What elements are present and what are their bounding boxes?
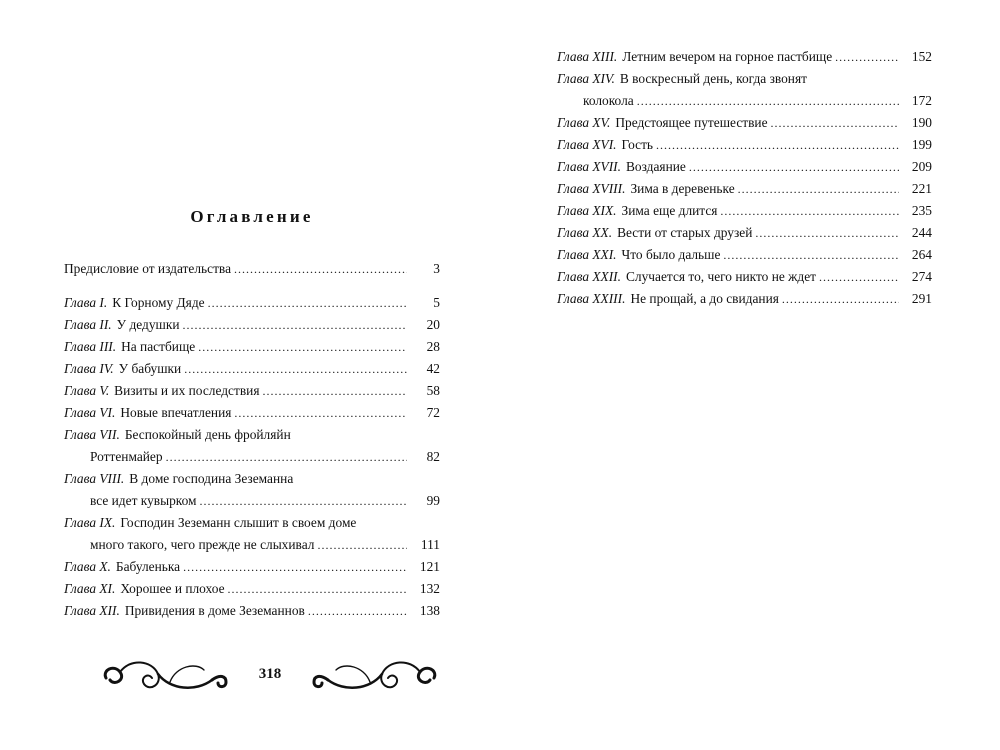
toc-entry-title: В доме господина Зеземанна [129, 471, 294, 486]
toc-entry-title: Гость [621, 137, 654, 152]
toc-entry-chapter: Глава XVI. [557, 137, 617, 152]
dot-leader [184, 358, 407, 380]
dot-leader [228, 578, 407, 600]
toc-entry[interactable] [64, 424, 440, 468]
toc-entry-title: Привидения в доме Зеземаннов [124, 603, 305, 618]
dot-leader [166, 446, 407, 468]
toc-entry[interactable] [557, 244, 932, 266]
dot-leader [198, 336, 407, 358]
toc-entry-chapter: Глава VIII. [64, 471, 125, 486]
toc-entry[interactable] [64, 578, 440, 600]
toc-entry-chapter: Глава XIX. [557, 203, 617, 218]
toc-entry[interactable] [64, 314, 440, 336]
dot-leader [720, 200, 899, 222]
dot-leader [755, 222, 899, 244]
toc-entry-title: Зима еще длится [621, 203, 718, 218]
toc-entry-chapter: Глава XVIII. [557, 181, 626, 196]
toc-entry-title: Беспокойный день фройляйн [124, 427, 291, 442]
toc-entry-page: 235 [911, 203, 932, 218]
toc-entry[interactable] [64, 600, 440, 622]
toc-entry-page: 111 [420, 537, 440, 552]
toc-entry-title: Новые впечатления [120, 405, 232, 420]
toc-entry[interactable] [557, 222, 932, 244]
toc-entry-title: Летним вечером на горное пастбище [622, 49, 833, 64]
toc-entry-page: 199 [911, 137, 932, 152]
toc-entry-page: 121 [419, 559, 440, 574]
dot-leader [835, 46, 899, 68]
toc-entry-chapter: Глава XVII. [557, 159, 621, 174]
dot-leader [771, 112, 899, 134]
toc-entry[interactable] [64, 556, 440, 578]
dot-leader [819, 266, 899, 288]
toc-entry-title: В воскресный день, когда звонят [619, 71, 807, 86]
toc-entry-chapter: Глава XII. [64, 603, 120, 618]
toc-entry-title: Бабуленька [115, 559, 181, 574]
toc-entry-page: 244 [911, 225, 932, 240]
toc-entry-page: 28 [426, 339, 440, 354]
toc-entry-chapter: Глава XXII. [557, 269, 621, 284]
toc-entry-chapter: Глава III. [64, 339, 117, 354]
dot-leader [689, 156, 899, 178]
toc-entry[interactable] [557, 178, 932, 200]
toc-entry-chapter: Глава XXI. [557, 247, 617, 262]
toc-entry-page: 132 [419, 581, 440, 596]
swirl-ornament-right-icon [310, 652, 440, 696]
toc-entry[interactable] [557, 200, 932, 222]
dot-leader [208, 292, 407, 314]
toc-entry-page: 42 [426, 361, 440, 376]
page-number: 318 [258, 666, 282, 682]
dot-leader [200, 490, 407, 512]
toc-entry[interactable] [557, 156, 932, 178]
right-page [500, 0, 1000, 750]
dot-leader [782, 288, 899, 310]
toc-entry-page: 20 [426, 317, 440, 332]
toc-entry-chapter: Глава XX. [557, 225, 613, 240]
toc-entry-title: Предисловие от издательства [64, 261, 232, 276]
toc-entry-chapter: Глава V. [64, 383, 110, 398]
toc-entry-title: Предстоящее путешествие [615, 115, 768, 130]
toc-entry-title: У дедушки [116, 317, 180, 332]
toc-entry-page: 82 [426, 449, 440, 464]
toc-entry[interactable] [64, 292, 440, 314]
toc-entry-page: 209 [911, 159, 932, 174]
toc-entry[interactable] [557, 46, 932, 68]
swirl-ornament-left-icon [100, 652, 230, 696]
toc-entry-chapter: Глава VII. [64, 427, 120, 442]
toc-entry[interactable] [64, 512, 440, 556]
toc-entry[interactable] [64, 336, 440, 358]
dot-leader [183, 314, 407, 336]
toc-entry[interactable] [557, 266, 932, 288]
toc-entry-chapter: Глава XIV. [557, 71, 615, 86]
toc-entry[interactable] [64, 358, 440, 380]
toc-entry-page: 99 [426, 493, 440, 508]
toc-entry-title: Вести от старых друзей [617, 225, 753, 240]
toc-entry[interactable] [557, 134, 932, 156]
toc-entry-page: 152 [911, 49, 932, 64]
toc-entry[interactable] [557, 288, 932, 310]
toc-entry-chapter: Глава II. [64, 317, 112, 332]
dot-leader [656, 134, 899, 156]
toc-entry[interactable] [557, 68, 932, 112]
toc-entry-page: 58 [426, 383, 440, 398]
toc-entry-title: Воздаяние [626, 159, 686, 174]
dot-leader [234, 258, 407, 280]
toc-entry-page: 72 [426, 405, 440, 420]
toc-entry[interactable] [64, 468, 440, 512]
toc-list-left [64, 258, 440, 622]
toc-entry-page: 274 [911, 269, 932, 284]
toc-entry-chapter: Глава IX. [64, 515, 116, 530]
toc-entry-preface[interactable] [64, 258, 440, 280]
toc-entry-chapter: Глава X. [64, 559, 111, 574]
toc-entry-page: 190 [911, 115, 932, 130]
toc-entry-title: Господин Зеземанн слышит в своем доме [120, 515, 357, 530]
toc-entry-title: Хорошее и плохое [120, 581, 225, 596]
toc-entry-page: 221 [911, 181, 932, 196]
toc-entry-chapter: Глава XXIII. [557, 291, 626, 306]
toc-entry-page: 138 [419, 603, 440, 618]
toc-entry-title: Не прощай, а до свидания [630, 291, 779, 306]
dot-leader [234, 402, 407, 424]
toc-entry-title: К Горному Дяде [112, 295, 205, 310]
toc-entry-page: 172 [911, 93, 932, 108]
toc-entry-title: У бабушки [118, 361, 182, 376]
dot-leader [183, 556, 407, 578]
toc-entry-chapter: Глава IV. [64, 361, 114, 376]
toc-entry-page: 3 [433, 261, 440, 276]
toc-entry-title: На пастбище [121, 339, 196, 354]
dot-leader [738, 178, 899, 200]
dot-leader [263, 380, 408, 402]
toc-entry-title-continued: много такого, чего прежде не слыхивал [90, 537, 315, 552]
dot-leader [308, 600, 407, 622]
page-footer [100, 648, 440, 708]
toc-entry[interactable] [557, 112, 932, 134]
toc-entry[interactable] [64, 380, 440, 402]
toc-list-right [557, 46, 932, 310]
toc-entry-title-continued: Роттенмайер [90, 449, 163, 464]
toc-entry[interactable] [64, 402, 440, 424]
toc-entry-chapter: Глава XI. [64, 581, 116, 596]
toc-entry-page: 291 [911, 291, 932, 306]
toc-entry-chapter: Глава VI. [64, 405, 116, 420]
toc-entry-title: Визиты и их последствия [114, 383, 260, 398]
dot-leader [637, 90, 899, 112]
toc-entry-chapter: Глава XIII. [557, 49, 618, 64]
toc-entry-title: Зима в деревеньке [630, 181, 735, 196]
toc-entry-chapter: Глава I. [64, 295, 108, 310]
toc-entry-title: Случается то, чего никто не ждет [626, 269, 817, 284]
dot-leader [723, 244, 899, 266]
toc-entry-page: 264 [911, 247, 932, 262]
toc-entry-title-continued: все идет кувырком [90, 493, 197, 508]
dot-leader [317, 534, 407, 556]
toc-entry-title-continued: колокола [583, 93, 634, 108]
toc-entry-page: 5 [433, 295, 440, 310]
toc-entry-title: Что было дальше [621, 247, 721, 262]
toc-heading: Оглавление [190, 207, 314, 226]
toc-entry-chapter: Глава XV. [557, 115, 611, 130]
